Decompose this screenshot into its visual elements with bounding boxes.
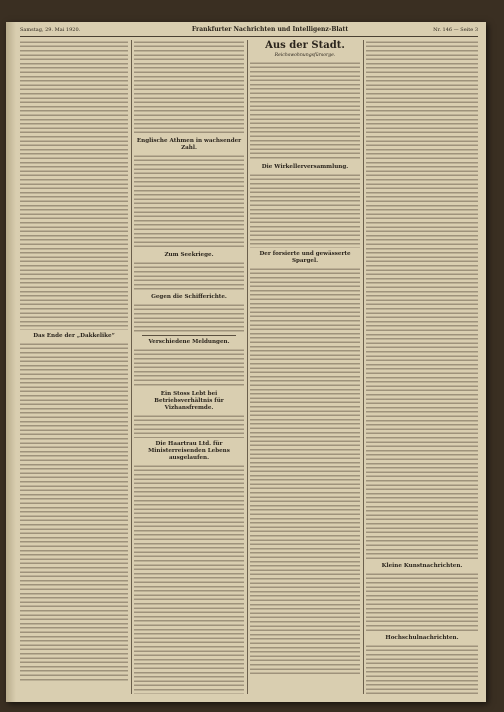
article-text bbox=[366, 40, 478, 560]
column-rule bbox=[247, 40, 248, 694]
article-text bbox=[250, 173, 360, 248]
article-text bbox=[134, 154, 244, 249]
article-heading: Das Ende der „Dakkelike“ bbox=[33, 333, 115, 339]
article-text bbox=[250, 61, 360, 161]
newspaper-page bbox=[6, 22, 486, 702]
article-text bbox=[366, 572, 478, 632]
article-heading: Hochschulnachrichten. bbox=[385, 635, 459, 641]
article-text bbox=[134, 261, 244, 291]
article-heading: Die Wirkellerversammlung. bbox=[261, 164, 349, 170]
masthead-date: Samstag, 29. Mai 1920. bbox=[20, 27, 81, 33]
article-heading: Kleine Kunstnachrichten. bbox=[381, 563, 463, 569]
article-text bbox=[134, 414, 244, 438]
article-text bbox=[134, 303, 244, 333]
article-text bbox=[134, 40, 244, 135]
article-text bbox=[250, 267, 360, 677]
column-3 bbox=[250, 40, 360, 694]
article-text bbox=[366, 644, 478, 694]
article-heading: Die Haartrau Ltd. für Ministerreisenden Lebens ausgelaufen. bbox=[148, 441, 230, 461]
divider bbox=[142, 335, 236, 336]
column-rule bbox=[131, 40, 132, 694]
column-4 bbox=[366, 40, 478, 694]
article-text bbox=[20, 40, 128, 330]
column-2 bbox=[134, 40, 244, 694]
section-subtitle: Reichswohnungsfürsorge. bbox=[274, 53, 336, 58]
article-text bbox=[20, 342, 128, 682]
article-heading: Ein Stoss Lebt bei Betriebsverhältnis für Vizhansfremde. bbox=[154, 391, 224, 411]
masthead bbox=[20, 24, 478, 37]
article-heading: Verschiedene Meldungen. bbox=[148, 339, 230, 345]
article-text bbox=[134, 348, 244, 388]
article-heading: Gegen die Schifferichte. bbox=[151, 294, 227, 300]
masthead-title: Frankfurter Nachrichten und Intelligenz-Blatt bbox=[191, 26, 349, 33]
article-heading: Zum Seekriege. bbox=[164, 252, 214, 258]
section-title: Aus der Stadt. bbox=[265, 40, 345, 51]
masthead-issue: Nr. 146 — Seite 3 bbox=[433, 27, 478, 33]
article-text bbox=[134, 464, 244, 694]
column-rule bbox=[363, 40, 364, 694]
article-heading: Englische Athmen in wachsender Zahl. bbox=[136, 138, 242, 151]
column-1 bbox=[20, 40, 128, 694]
article-heading: Der forsierte und gewässerte Spargel. bbox=[259, 251, 351, 264]
